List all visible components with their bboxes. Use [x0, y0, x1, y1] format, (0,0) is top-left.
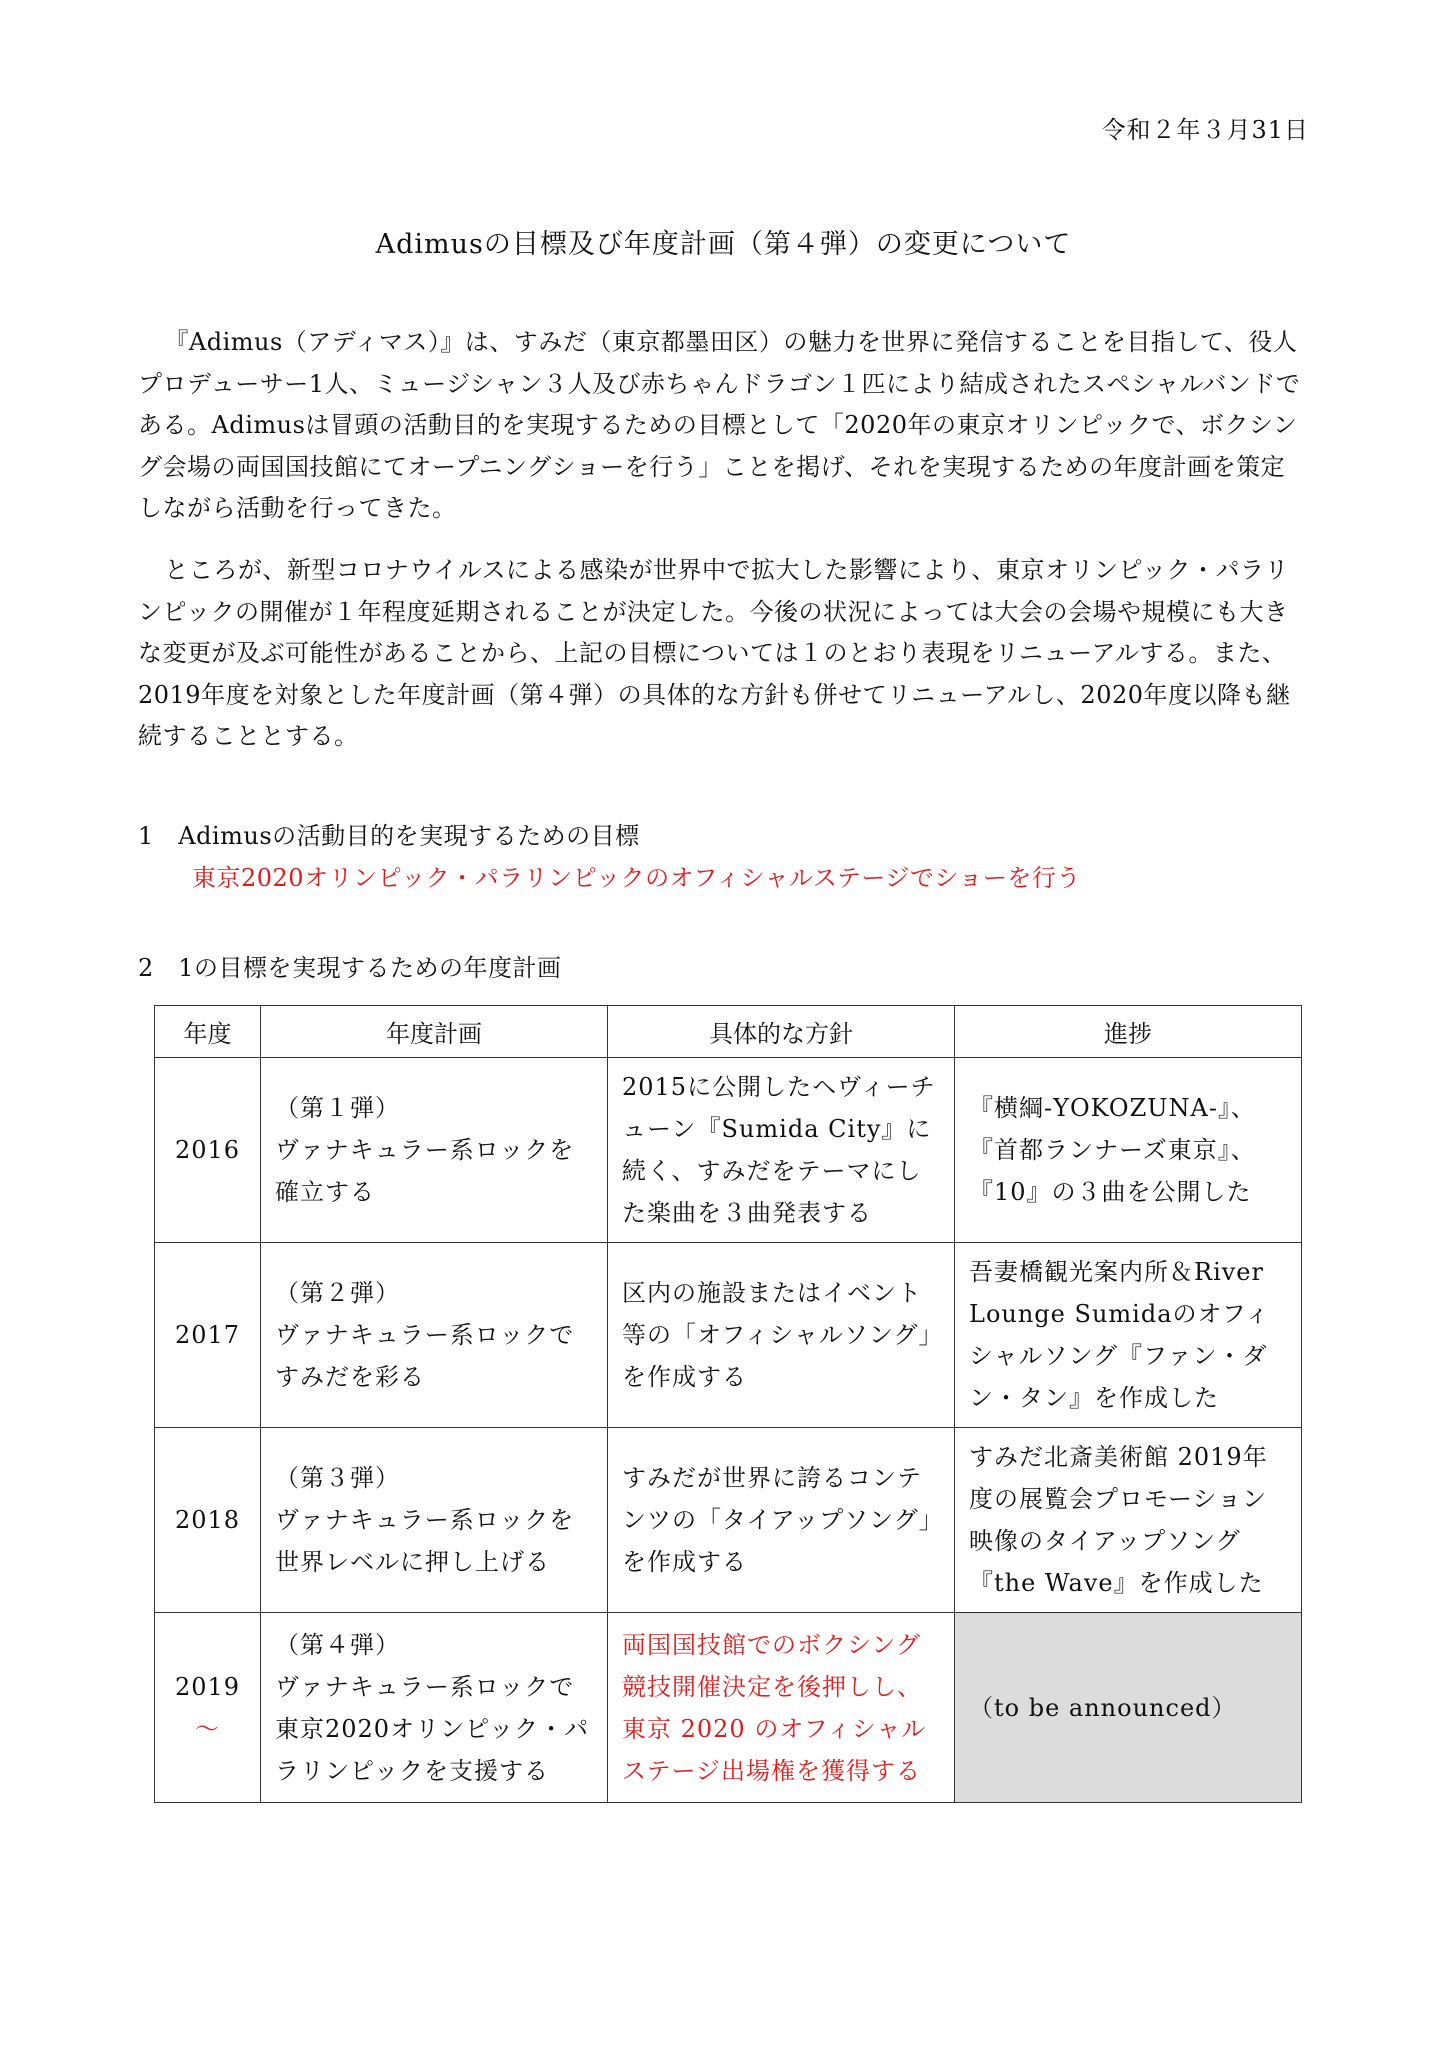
table-row [155, 1058, 1302, 1243]
row-policy: 両国国技館でのボクシング競技開催決定を後押しし、東京 2020 のオフィシャルステージ出場権を獲得する [608, 1613, 955, 1803]
header-progress: 進捗 [955, 1006, 1302, 1058]
document-title: Adimusの目標及び年度計画（第４弾）の変更について [375, 229, 1072, 260]
change-paragraph: ところが、新型コロナウイルスによる感染が世界中で拡大した影響により、東京オリンピック・パラリンピックの開催が１年程度延期されることが決定した。今後の状況によっては大会の会場や規模にも大きな変更が及ぶ可能性があることから、上記の目標については１のとおり表現をリニューアルする。また、2019年度を対象とした年度計画（第４弾）の具体的な方針も併せてリニューアルし、2020年度以降も継続することとする。 [138, 556, 1291, 750]
annual-plan-table [154, 1005, 1302, 1803]
intro-paragraph: 『Adimus（アディマス）』は、すみだ（東京都墨田区）の魅力を世界に発信することを目指して、役人プロデューサー1人、ミュージシャン３人及び赤ちゃんドラゴン１匹により結成されたスペシャルバンドである。Adimusは冒頭の活動目的を実現するための目標として「2020年の東京オリンピックで、ボクシング会場の両国国技館にてオープニングショーを行う」ことを掲げ、それを実現するための年度計画を策定しながら活動を行ってきた。 [138, 328, 1301, 522]
row-plan: （第３弾） ヴァナキュラー系ロックを世界レベルに押し上げる [261, 1428, 608, 1613]
row-plan: （第２弾） ヴァナキュラー系ロックですみだを彩る [261, 1243, 608, 1428]
header-plan: 年度計画 [261, 1006, 608, 1058]
header-year: 年度 [155, 1006, 261, 1058]
row-year: 2017 [155, 1243, 261, 1428]
row-progress: 吾妻橋観光案内所＆River Lounge Sumidaのオフィシャルソング『ファン・ダン・タン』を作成した [955, 1243, 1302, 1428]
row-policy: すみだが世界に誇るコンテンツの「タイアップソング」を作成する [608, 1428, 955, 1613]
row-year: 2018 [155, 1428, 261, 1613]
row-progress: すみだ北斎美術館 2019年度の展覧会プロモーション映像のタイアップソング『the Wave』を作成した [955, 1428, 1302, 1613]
section1-goal: 東京2020オリンピック・パラリンピックのオフィシャルステージでショーを行う [192, 864, 1081, 892]
header-policy: 具体的な方針 [608, 1006, 955, 1058]
table-row [155, 1613, 1302, 1803]
section2-heading: 2 1の目標を実現するための年度計画 [138, 954, 562, 982]
row-plan: （第４弾） ヴァナキュラー系ロックで東京2020オリンピック・パラリンピックを支援する [261, 1613, 608, 1803]
table-header-row [155, 1006, 1302, 1058]
section1-heading: 1 Adimusの活動目的を実現するための目標 [138, 822, 640, 850]
table-row [155, 1428, 1302, 1613]
row-progress: 『横綱‐YOKOZUNA‐』、『首都ランナーズ東京』、『10』の３曲を公開した [955, 1058, 1302, 1243]
row-year-cell [155, 1613, 261, 1803]
table-row [155, 1243, 1302, 1428]
row-year: 2019 [174, 1672, 241, 1701]
row-policy: 区内の施設またはイベント等の「オフィシャルソング」を作成する [608, 1243, 955, 1428]
row-plan: （第１弾） ヴァナキュラー系ロックを確立する [261, 1058, 608, 1243]
document-date: 令和２年３月31日 [1101, 116, 1309, 144]
row-policy: 2015に公開したヘヴィーチューン『Sumida City』に続く、すみだをテーマにした楽曲を３曲発表する [608, 1058, 955, 1243]
row-year-suffix: ～ [195, 1714, 220, 1743]
row-year: 2016 [155, 1058, 261, 1243]
row-progress: （to be announced） [955, 1613, 1302, 1803]
